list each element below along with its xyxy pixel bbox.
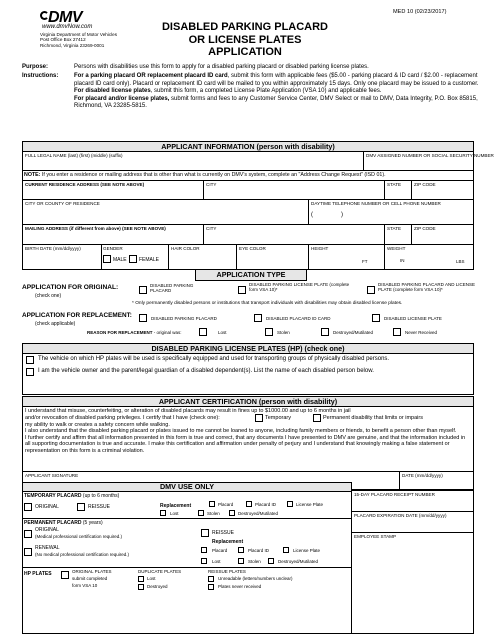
certification-heading: APPLICANT CERTIFICATION (person with disability) [22, 396, 474, 407]
weight-field[interactable] [385, 252, 474, 269]
temp-destroyed-opt: Destroyed/Mutilated [238, 511, 279, 516]
hp-original-sub2: form VSA 10 [72, 583, 98, 588]
applicant-info-heading: APPLICANT INFORMATION (person with disability) [22, 141, 474, 152]
cert-para3: I further certify and affirm that all information presented in this form is true and correct, that any documents I have presented to DMV are genuine, and that the information included in all supporting documentation is true and accurate. I make this certification and affirmation under penalty of perjury and I understand that knowingly making a false statement or representation on this form is a criminal violation. [25, 434, 466, 454]
temp-placard-opt: Placard [218, 502, 234, 507]
intro-section [22, 64, 482, 111]
temp-reissue-label: REISSUE [88, 504, 110, 510]
dmv-use-right-boxes [352, 490, 474, 634]
replacement-placard-checkbox[interactable] [139, 314, 147, 322]
height-field[interactable] [309, 252, 384, 269]
cert-temporary-checkbox[interactable] [255, 414, 263, 422]
state-field[interactable] [385, 181, 411, 199]
instructions-para3 [74, 96, 482, 111]
gender-male-label: MALE [113, 257, 127, 263]
hp-dup-destroyed-checkbox[interactable] [138, 584, 144, 590]
purpose-text: Persons with disabilities use this form to apply for a disabled parking placard or disabled parking license plates. [74, 64, 369, 70]
perm-placard-id-opt: Placard ID [248, 548, 270, 553]
hp-never-received-checkbox[interactable] [208, 584, 214, 590]
hp-plates-heading: DISABLED PARKING LICENSE PLATES (HP) (check one) [22, 343, 474, 354]
address-note [24, 172, 386, 178]
weight-label: WEIGHT [387, 246, 406, 251]
replacement-plate-label: DISABLED LICENSE PLATE [384, 316, 442, 321]
hp-original-checkbox[interactable] [61, 571, 69, 579]
residence-address-label: CURRENT RESIDENCE ADDRESS (SEE NOTE ABOVE) [25, 182, 145, 187]
purpose-label: Purpose: [22, 64, 49, 70]
mailing-address-label: MAILING ADDRESS (if different from above) (SEE NOTE ABOVE) [25, 226, 166, 231]
height-label: HEIGHT [311, 246, 329, 251]
perm-plate-checkbox[interactable] [283, 547, 289, 553]
mailing-city-label: CITY [206, 226, 217, 231]
perm-plate-opt: License Plate [293, 548, 321, 553]
signature-date-field[interactable] [400, 472, 474, 489]
temp-stolen-opt: Stolen [207, 511, 220, 516]
reason-never-checkbox[interactable] [393, 328, 401, 336]
signature-label: APPLICANT SIGNATURE [25, 473, 79, 478]
temp-plate-opt: License Plate [296, 502, 324, 507]
hp-unreadable-checkbox[interactable] [208, 576, 214, 582]
original-placard-checkbox[interactable] [139, 286, 147, 294]
hair-color-label: HAIR COLOR [171, 246, 200, 251]
perm-placard-opt: Placard [212, 548, 228, 553]
perm-original-label: ORIGINAL [35, 527, 59, 533]
hp-reissue-label: REISSUE PLATES [208, 569, 246, 574]
replacement-sub: (check applicable) [35, 321, 76, 327]
instructions-para2 [74, 88, 482, 96]
reason-label [87, 330, 182, 335]
perm-reissue-checkbox[interactable] [201, 529, 209, 537]
hp-dup-destroyed-label: Destroyed [147, 584, 168, 589]
cert-para1b: and/or revocation of disabled parking privileges. I certify that I have (check one): [25, 414, 220, 421]
eye-color-field[interactable] [237, 245, 308, 269]
para1-bold: For a parking placard OR replacement placard ID card [74, 73, 228, 79]
full-name-field[interactable] [23, 152, 363, 170]
hair-color-field[interactable] [169, 245, 236, 269]
hp-equipped-checkbox[interactable] [26, 356, 34, 364]
perm-stolen-opt: Stolen [248, 559, 261, 564]
mailing-zip-label: ZIP CODE [414, 226, 436, 231]
dmv-use-section [22, 492, 352, 634]
applicant-info-grid [22, 152, 494, 270]
temp-plate-checkbox[interactable] [287, 501, 293, 507]
dmv-number-field[interactable] [364, 152, 474, 170]
plate-footnote: * Only permanently disabled persons or institutions that transport individuals with disabilities may obtain disabled license plates. [132, 301, 403, 306]
dmv-logo-text: DMV [48, 9, 83, 26]
mailing-state-label: STATE [387, 226, 402, 231]
perm-renewal-sub: (No medical professional certification required.) [35, 552, 130, 557]
eye-color-label: EYE COLOR [239, 246, 266, 251]
cert-para2: I also understand that the disabled parking placard or plates issued to me cannot be loaned to anyone, including family members or friends, to benefit a person other than myself. [25, 428, 457, 435]
dmv-use-heading: DMV USE ONLY [22, 482, 352, 492]
phone-field[interactable] [309, 208, 474, 224]
para1-text: , submit this form with applicable fees ($5.00 - parking placard & ID card / $2.00 - replacement placard ID card only). Placard or replacement ID card will be mailed to you within approximately 15 days. Only one placard may be issued to a customer. [74, 73, 479, 87]
original-sub: (check one) [35, 293, 62, 299]
cert-para1a: I understand that misuse, counterfeiting, or alteration of disabled placards may result in fines up to $1000.00 and up to 6 months in jail [25, 408, 351, 414]
cert-permanent-checkbox[interactable] [313, 414, 321, 422]
perm-destroyed-opt: Destroyed/Mutilated [278, 559, 319, 564]
hp-unreadable-label: Unreadable (letters/numbers unclear) [218, 576, 293, 581]
form-number: MED 10 (02/23/2017) [393, 9, 447, 15]
perm-placard-id-checkbox[interactable] [238, 547, 244, 553]
employee-stamp-area [352, 533, 473, 633]
receipt-number-field[interactable] [352, 491, 473, 511]
hp-never-received-label: Plates never received [218, 584, 262, 589]
replacement-label: APPLICATION FOR REPLACEMENT: [22, 312, 132, 319]
mailing-address-field[interactable] [23, 225, 203, 244]
temp-lost-opt: Lost [170, 511, 179, 516]
hp-equipped-label: The vehicle on which HP plates will be used is specifically equipped and used for transporting groups of physically disabled persons. [38, 356, 390, 362]
gender-female-checkbox[interactable] [129, 255, 137, 263]
original-both-checkbox[interactable] [367, 286, 375, 294]
certification-section [22, 407, 474, 472]
temp-original-checkbox[interactable] [24, 503, 32, 511]
para2-bold: For disabled license plates [74, 88, 151, 94]
reason-lost-label: Lost [218, 330, 227, 335]
form-title [150, 21, 340, 59]
city-field[interactable] [204, 181, 384, 199]
perm-lost-checkbox[interactable] [201, 558, 207, 564]
hp-disabled-names-field[interactable] [26, 377, 471, 393]
hp-guardian-checkbox[interactable] [26, 368, 34, 376]
mailing-zip-field[interactable] [412, 225, 474, 244]
phone-label: DAYTIME TELEPHONE NUMBER OR CELL PHONE NUMBER [311, 201, 441, 206]
temp-placard-label [24, 493, 119, 499]
replacement-plate-checkbox[interactable] [372, 314, 380, 322]
para3-bold: For placard and/or license plates, [74, 95, 170, 102]
hp-guardian-label: I am the vehicle owner and the parent/legal guardian of a disabled dependent(s). List the name of each disabled person below. [38, 368, 374, 374]
reason-destroyed-label: Destroyed/Mutilated [333, 330, 374, 335]
temp-stolen-checkbox[interactable] [198, 510, 204, 516]
perm-original-sub: (Medical professional certification required.) [35, 534, 123, 539]
temp-placard-id-opt: Placard ID [255, 502, 277, 507]
residence-address-field[interactable] [23, 181, 203, 199]
dmv-number-label: DMV ASSIGNED NUMBER OR SOCIAL SECURITY NUMBER [366, 153, 494, 158]
temp-sub: (up to 6 months) [81, 493, 120, 499]
gender-label: GENDER [103, 246, 123, 251]
original-plate-checkbox[interactable] [238, 286, 246, 294]
hp-duplicate-label: DUPLICATE PLATES [138, 569, 182, 574]
note-text: If you enter a residence or mailing address that is other than what is currently on DMV's system, complete an "Address Change Request" (ISD 01). [40, 172, 386, 178]
weight-lbs-label: LBS [456, 259, 465, 264]
reason-label-text: REASON FOR REPLACEMENT [87, 330, 153, 335]
address-line: Post Office Box 27412 [40, 37, 86, 43]
cert-permanent-label: Permanent disability that limits or impairs [323, 414, 423, 421]
original-both-label: DISABLED PARKING PLACARD AND LICENSE PLATE (complete form VSA 10)* [378, 282, 475, 293]
temp-placard-checkbox[interactable] [209, 501, 215, 507]
receipt-number-label: 15-DAY PLACARD RECEIPT NUMBER [354, 492, 435, 497]
perm-label-text: PERMANENT PLACARD [24, 520, 82, 526]
employee-stamp-label: EMPLOYEE STAMP [354, 534, 397, 539]
hp-original-sub1: submit completed [72, 576, 108, 581]
original-placard-label: DISABLED PARKING PLACARD [150, 283, 194, 294]
dmv-url: www.dmvNow.com [42, 24, 93, 30]
perm-placard-label [24, 520, 103, 526]
city-label: CITY [206, 182, 217, 187]
address-line: Virginia Department of Motor Vehicles [40, 32, 118, 37]
phone-paren-open: ( [311, 212, 313, 218]
title-line: APPLICATION [208, 46, 282, 59]
perm-placard-checkbox[interactable] [201, 547, 207, 553]
temp-lost-checkbox[interactable] [160, 510, 166, 516]
mailing-state-field[interactable] [385, 225, 411, 244]
instructions-label: Instructions: [22, 73, 59, 79]
reason-stolen-checkbox[interactable] [265, 328, 273, 336]
original-label: APPLICATION FOR ORIGINAL: [22, 284, 119, 291]
reason-destroyed-checkbox[interactable] [321, 328, 329, 336]
reason-note: - original was: [152, 330, 182, 335]
hp-plates-section [22, 354, 474, 395]
reason-lost-checkbox[interactable] [199, 328, 207, 336]
signature-date-label: DATE (mm/dd/yyyy) [402, 473, 443, 478]
perm-lost-opt: Lost [212, 559, 221, 564]
county-field[interactable] [23, 200, 308, 224]
gender-male-checkbox[interactable] [103, 255, 111, 263]
hp-original-label: ORIGINAL PLATES [72, 569, 112, 574]
state-label: STATE [387, 182, 402, 187]
para3-text: submit forms and fees to any Customer Service Center, DMV Select or mail to DMV, Data Integrity, P.O. Box 85815, Richmond, VA 23285-5815. [74, 95, 478, 109]
reason-stolen-label: Stolen [277, 330, 290, 335]
replacement-id-label: DISABLED PLACARD ID CARD [266, 316, 331, 321]
application-type-heading: APPLICATION TYPE [195, 270, 307, 281]
zip-label: ZIP CODE [414, 182, 436, 187]
height-in-label: IN [400, 258, 405, 263]
hp-dup-lost-label: Lost [147, 576, 156, 581]
perm-replacement-label: Replacement [212, 539, 244, 545]
note-label: NOTE: [24, 172, 41, 178]
perm-renewal-checkbox[interactable] [24, 548, 32, 556]
reason-never-label: Never Received [405, 330, 438, 335]
dmv-logo [40, 8, 130, 31]
perm-stolen-checkbox[interactable] [238, 558, 244, 564]
full-name-label: FULL LEGAL NAME (last) (first) (middle) (suffix) [25, 153, 123, 158]
title-line: OR LICENSE PLATES [188, 33, 302, 46]
para2-text: , submit this form, a completed License Plate Application (VSA 10) and applicable fees. [150, 88, 382, 94]
phone-paren-close: ) [341, 212, 343, 218]
dmv-address [40, 32, 117, 48]
expiration-label: PLACARD EXPIRATION DATE (mm/dd/yyyy) [354, 513, 447, 518]
gender-female-label: FEMALE [139, 257, 160, 263]
hp-dup-lost-checkbox[interactable] [138, 576, 144, 582]
instructions-para1 [74, 73, 482, 88]
mailing-city-field[interactable] [204, 225, 384, 244]
cert-para1c: my ability to walk or creates a safety concern while walking. [25, 421, 170, 428]
original-plate-label: DISABLED PARKING LICENSE PLATE (complete form VSA 10)* [249, 282, 350, 293]
birth-date-label: BIRTH DATE (mm/dd/yyyy) [25, 246, 81, 251]
zip-field[interactable] [412, 181, 474, 199]
temp-destroyed-checkbox[interactable] [229, 510, 235, 516]
temp-original-label: ORIGINAL [35, 504, 59, 510]
height-ft-label: FT [362, 259, 368, 264]
cert-temporary-label: Temporary [265, 414, 291, 421]
temp-reissue-checkbox[interactable] [77, 503, 85, 511]
temp-label-text: TEMPORARY PLACARD [24, 493, 82, 499]
perm-sub: (5 years) [81, 520, 103, 526]
perm-destroyed-checkbox[interactable] [268, 558, 274, 564]
birth-date-field[interactable] [23, 245, 101, 269]
temp-replacement-label: Replacement [160, 503, 192, 509]
perm-renewal-label: RENEWAL [35, 545, 60, 551]
perm-original-checkbox[interactable] [24, 530, 32, 538]
replacement-id-checkbox[interactable] [254, 314, 262, 322]
title-line: DISABLED PARKING PLACARD [161, 21, 329, 33]
county-label: CITY OR COUNTY OF RESIDENCE [25, 201, 100, 206]
hp-plates-label: HP PLATES [24, 571, 52, 577]
expiration-field[interactable] [352, 512, 473, 532]
temp-placard-id-checkbox[interactable] [246, 501, 252, 507]
perm-reissue-label: REISSUE [212, 530, 234, 536]
application-type-section [22, 281, 474, 343]
address-line: Richmond, Virginia 23269-0001 [40, 42, 105, 48]
replacement-placard-label: DISABLED PARKING PLACARD [151, 316, 217, 321]
